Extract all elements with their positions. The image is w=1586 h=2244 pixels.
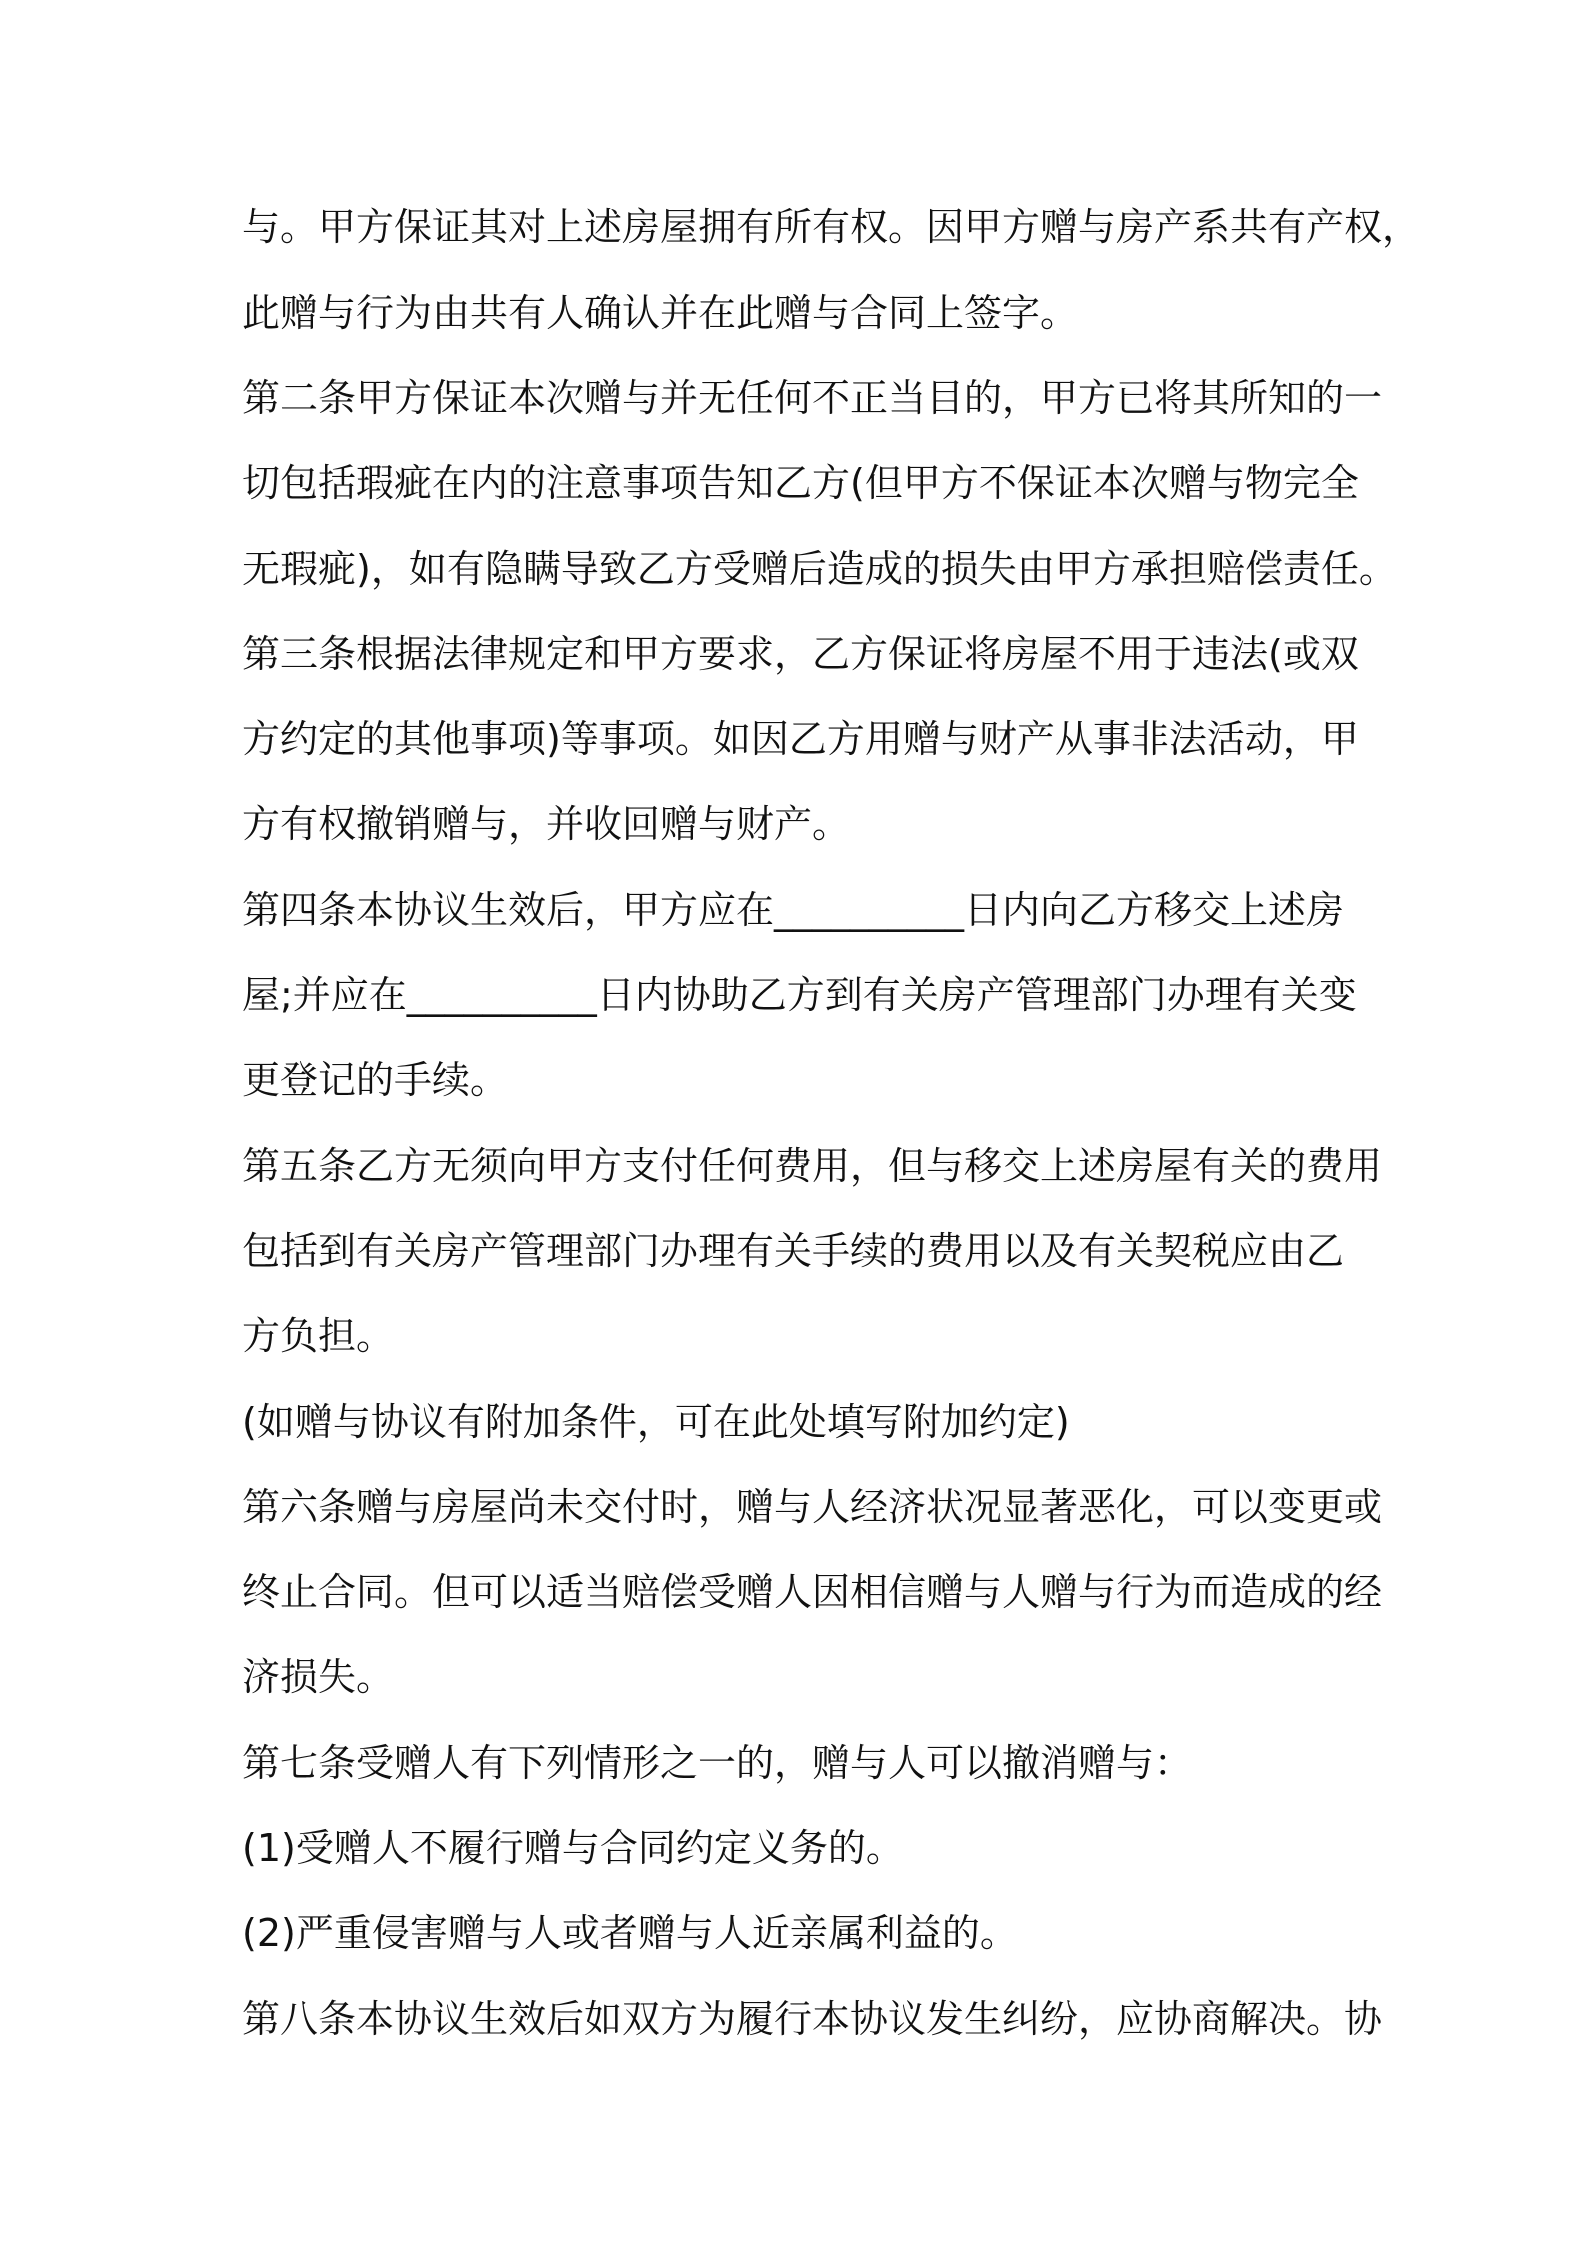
text-line: 方有权撤销赠与，并收回赠与财产。 (242, 802, 851, 846)
text-line: 更登记的手续。 (242, 1058, 509, 1102)
text-line: (1)受赠人不履行赠与合同约定义务的。 (242, 1826, 904, 1870)
text-line: 第四条本协议生效后，甲方应在__________日内向乙方移交上述房 (242, 888, 1345, 932)
text-line: 第五条乙方无须向甲方支付任何费用，但与移交上述房屋有关的费用 (242, 1144, 1383, 1188)
text-line: 与。甲方保证其对上述房屋拥有所有权。因甲方赠与房产系共有产权， (242, 205, 1421, 249)
text-line: 无瑕疵)，如有隐瞒导致乙方受赠后造成的损失由甲方承担赔偿责任。 (242, 547, 1397, 591)
text-line: 方负担。 (242, 1314, 395, 1358)
text-line: (2)严重侵害赠与人或者赠与人近亲属利益的。 (242, 1911, 1018, 1955)
text-line: 济损失。 (242, 1655, 395, 1699)
text-line: 第六条赠与房屋尚未交付时，赠与人经济状况显著恶化，可以变更或 (242, 1485, 1383, 1529)
text-line: 切包括瑕疵在内的注意事项告知乙方(但甲方不保证本次赠与物完全 (242, 461, 1359, 505)
text-line: 第八条本协议生效后如双方为履行本协议发生纠纷，应协商解决。协 (242, 1997, 1383, 2041)
text-line: 第七条受赠人有下列情形之一的，赠与人可以撤消赠与： (242, 1741, 1193, 1785)
text-line: (如赠与协议有附加条件，可在此处填写附加约定) (242, 1400, 1070, 1444)
text-line: 方约定的其他事项)等事项。如因乙方用赠与财产从事非法活动，甲 (242, 717, 1359, 761)
text-line: 包括到有关房产管理部门办理有关手续的费用以及有关契税应由乙 (242, 1229, 1345, 1273)
text-line: 屋;并应在__________日内协助乙方到有关房产管理部门办理有关变 (242, 973, 1357, 1017)
text-line: 此赠与行为由共有人确认并在此赠与合同上签字。 (242, 291, 1079, 335)
text-line: 第二条甲方保证本次赠与并无任何不正当目的，甲方已将其所知的一 (242, 376, 1383, 420)
text-line: 第三条根据法律规定和甲方要求，乙方保证将房屋不用于违法(或双 (242, 632, 1359, 676)
text-line: 终止合同。但可以适当赔偿受赠人因相信赠与人赠与行为而造成的经 (242, 1570, 1383, 1614)
